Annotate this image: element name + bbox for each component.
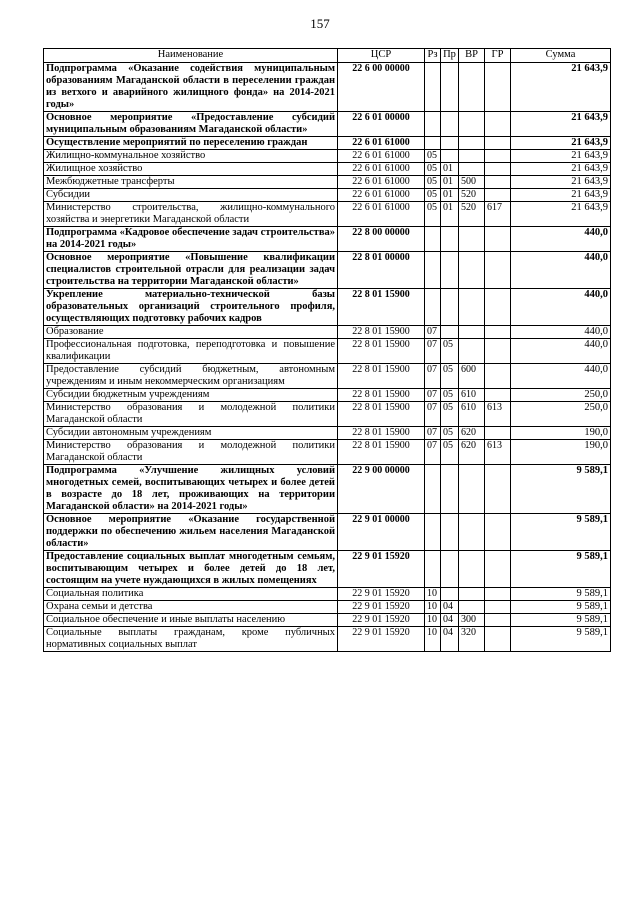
cell-csr: 22 8 01 00000	[338, 252, 425, 289]
cell-pr	[441, 227, 459, 252]
cell-rz	[425, 289, 441, 326]
cell-name: Подпрограмма «Оказание содействия муниципальным образованиям Магаданской области в переселении граждан из ветхого и аварийного жилищного фонда» на 2014-2021 годы»	[44, 63, 338, 112]
cell-gr	[485, 364, 511, 389]
table-row	[44, 627, 611, 652]
table-row	[44, 289, 611, 326]
cell-vr: 610	[459, 402, 485, 427]
cell-pr: 05	[441, 402, 459, 427]
table-row	[44, 588, 611, 601]
cell-name: Субсидии бюджетным учреждениям	[44, 389, 338, 402]
cell-csr: 22 6 01 61000	[338, 176, 425, 189]
cell-rz: 07	[425, 364, 441, 389]
table-row	[44, 163, 611, 176]
table-row	[44, 227, 611, 252]
cell-vr	[459, 465, 485, 514]
cell-rz: 05	[425, 176, 441, 189]
cell-rz: 07	[425, 440, 441, 465]
cell-vr	[459, 326, 485, 339]
cell-gr	[485, 389, 511, 402]
cell-rz: 07	[425, 389, 441, 402]
header-row	[44, 49, 611, 63]
cell-rz	[425, 514, 441, 551]
cell-pr: 05	[441, 427, 459, 440]
cell-gr	[485, 551, 511, 588]
cell-gr	[485, 163, 511, 176]
cell-csr: 22 9 01 15920	[338, 601, 425, 614]
cell-pr	[441, 551, 459, 588]
cell-gr	[485, 427, 511, 440]
cell-sum: 440,0	[511, 364, 611, 389]
cell-csr: 22 8 01 15900	[338, 402, 425, 427]
cell-pr: 01	[441, 189, 459, 202]
cell-vr	[459, 137, 485, 150]
cell-sum: 9 589,1	[511, 465, 611, 514]
cell-pr: 05	[441, 364, 459, 389]
cell-rz: 10	[425, 601, 441, 614]
cell-gr	[485, 137, 511, 150]
cell-sum: 440,0	[511, 227, 611, 252]
table-row	[44, 189, 611, 202]
cell-sum: 9 589,1	[511, 614, 611, 627]
cell-gr	[485, 514, 511, 551]
cell-sum: 21 643,9	[511, 137, 611, 150]
budget-table	[43, 48, 611, 652]
table-row	[44, 63, 611, 112]
table-row	[44, 389, 611, 402]
table-row	[44, 202, 611, 227]
cell-rz: 07	[425, 326, 441, 339]
cell-gr	[485, 601, 511, 614]
table-row	[44, 252, 611, 289]
cell-pr: 04	[441, 601, 459, 614]
header-rz: Рз	[425, 49, 441, 63]
cell-pr	[441, 465, 459, 514]
cell-sum: 190,0	[511, 440, 611, 465]
cell-name: Министерство строительства, жилищно-коммунального хозяйства и энергетики Магаданской области	[44, 202, 338, 227]
cell-vr	[459, 150, 485, 163]
table-row	[44, 339, 611, 364]
cell-csr: 22 6 01 61000	[338, 202, 425, 227]
cell-name: Предоставление социальных выплат многодетным семьям, воспитывающим четырех и более детей до 18 лет, состоящим на учете нуждающихся в жилых помещениях	[44, 551, 338, 588]
cell-rz: 07	[425, 339, 441, 364]
table-row	[44, 402, 611, 427]
cell-sum: 9 589,1	[511, 588, 611, 601]
cell-sum: 440,0	[511, 289, 611, 326]
cell-pr	[441, 514, 459, 551]
cell-name: Подпрограмма «Кадровое обеспечение задач строительства» на 2014-2021 годы»	[44, 227, 338, 252]
cell-sum: 21 643,9	[511, 112, 611, 137]
cell-name: Социальная политика	[44, 588, 338, 601]
cell-pr	[441, 289, 459, 326]
cell-sum: 250,0	[511, 389, 611, 402]
cell-csr: 22 8 01 15900	[338, 289, 425, 326]
cell-sum: 9 589,1	[511, 551, 611, 588]
cell-name: Профессиональная подготовка, переподготовка и повышение квалификации	[44, 339, 338, 364]
cell-rz: 10	[425, 614, 441, 627]
table-row	[44, 364, 611, 389]
cell-gr	[485, 339, 511, 364]
cell-csr: 22 8 01 15900	[338, 389, 425, 402]
cell-sum: 21 643,9	[511, 176, 611, 189]
cell-sum: 21 643,9	[511, 63, 611, 112]
cell-vr	[459, 588, 485, 601]
cell-csr: 22 9 00 00000	[338, 465, 425, 514]
cell-pr	[441, 63, 459, 112]
cell-pr	[441, 588, 459, 601]
cell-vr: 620	[459, 427, 485, 440]
cell-pr	[441, 252, 459, 289]
cell-vr	[459, 163, 485, 176]
table-body	[44, 63, 611, 652]
cell-csr: 22 6 01 61000	[338, 163, 425, 176]
header-pr: Пр	[441, 49, 459, 63]
cell-gr	[485, 150, 511, 163]
cell-vr: 500	[459, 176, 485, 189]
cell-vr: 520	[459, 189, 485, 202]
cell-gr	[485, 588, 511, 601]
table-row	[44, 601, 611, 614]
cell-name: Основное мероприятие «Оказание государственной поддержки по обеспечению жильем населения Магаданской области»	[44, 514, 338, 551]
cell-gr: 613	[485, 402, 511, 427]
cell-pr: 04	[441, 627, 459, 652]
cell-gr	[485, 176, 511, 189]
cell-gr	[485, 326, 511, 339]
cell-name: Образование	[44, 326, 338, 339]
cell-vr	[459, 514, 485, 551]
cell-rz: 10	[425, 627, 441, 652]
cell-vr: 600	[459, 364, 485, 389]
table-row	[44, 112, 611, 137]
cell-name: Основное мероприятие «Повышение квалификации специалистов строительной отрасли для реализации задач строительства на территории Магаданской области»	[44, 252, 338, 289]
cell-name: Укрепление материально-технической базы образовательных организаций строительного профиля, осуществляющих подготовку рабочих кадров	[44, 289, 338, 326]
cell-gr	[485, 614, 511, 627]
cell-gr	[485, 627, 511, 652]
cell-name: Социальные выплаты гражданам, кроме публичных нормативных социальных выплат	[44, 627, 338, 652]
cell-csr: 22 8 00 00000	[338, 227, 425, 252]
cell-gr: 617	[485, 202, 511, 227]
cell-name: Министерство образования и молодежной политики Магаданской области	[44, 402, 338, 427]
cell-name: Министерство образования и молодежной политики Магаданской области	[44, 440, 338, 465]
cell-pr: 01	[441, 163, 459, 176]
table-row	[44, 137, 611, 150]
header-vr: ВР	[459, 49, 485, 63]
cell-vr	[459, 112, 485, 137]
cell-vr: 620	[459, 440, 485, 465]
table-row	[44, 551, 611, 588]
cell-rz: 05	[425, 189, 441, 202]
table-row	[44, 176, 611, 189]
cell-pr: 01	[441, 202, 459, 227]
cell-vr: 320	[459, 627, 485, 652]
table-row	[44, 514, 611, 551]
cell-rz: 05	[425, 150, 441, 163]
cell-sum: 21 643,9	[511, 163, 611, 176]
table-row	[44, 440, 611, 465]
cell-rz	[425, 252, 441, 289]
cell-pr	[441, 326, 459, 339]
cell-rz	[425, 551, 441, 588]
cell-vr: 520	[459, 202, 485, 227]
cell-vr	[459, 339, 485, 364]
cell-gr	[485, 189, 511, 202]
cell-vr	[459, 252, 485, 289]
cell-gr	[485, 227, 511, 252]
cell-name: Подпрограмма «Улучшение жилищных условий многодетных семей, воспитывающих четырех и более детей в возрасте до 18 лет, проживающих на территории Магаданской области» на 2014-2021 годы»	[44, 465, 338, 514]
cell-csr: 22 9 01 15920	[338, 627, 425, 652]
header-csr: ЦСР	[338, 49, 425, 63]
cell-pr	[441, 150, 459, 163]
table-row	[44, 465, 611, 514]
cell-rz	[425, 137, 441, 150]
cell-csr: 22 9 01 00000	[338, 514, 425, 551]
header-name: Наименование	[44, 49, 338, 63]
header-sum: Сумма	[511, 49, 611, 63]
cell-vr	[459, 601, 485, 614]
header-gr: ГР	[485, 49, 511, 63]
cell-gr	[485, 112, 511, 137]
cell-rz: 05	[425, 163, 441, 176]
cell-sum: 21 643,9	[511, 202, 611, 227]
cell-rz	[425, 112, 441, 137]
cell-csr: 22 9 01 15920	[338, 614, 425, 627]
table-row	[44, 150, 611, 163]
cell-csr: 22 9 01 15920	[338, 551, 425, 588]
cell-sum: 21 643,9	[511, 189, 611, 202]
cell-rz: 07	[425, 427, 441, 440]
cell-sum: 250,0	[511, 402, 611, 427]
cell-rz: 10	[425, 588, 441, 601]
cell-name: Основное мероприятие «Предоставление субсидий муниципальным образованиям Магаданской области»	[44, 112, 338, 137]
cell-csr: 22 6 01 61000	[338, 189, 425, 202]
cell-pr: 04	[441, 614, 459, 627]
cell-csr: 22 6 01 00000	[338, 112, 425, 137]
cell-sum: 190,0	[511, 427, 611, 440]
cell-vr	[459, 289, 485, 326]
cell-csr: 22 9 01 15920	[338, 588, 425, 601]
cell-rz: 07	[425, 402, 441, 427]
cell-csr: 22 6 01 61000	[338, 137, 425, 150]
cell-name: Охрана семьи и детства	[44, 601, 338, 614]
cell-sum: 9 589,1	[511, 627, 611, 652]
cell-pr: 05	[441, 389, 459, 402]
cell-csr: 22 6 01 61000	[338, 150, 425, 163]
cell-gr	[485, 465, 511, 514]
cell-vr: 300	[459, 614, 485, 627]
cell-pr: 05	[441, 440, 459, 465]
cell-rz: 05	[425, 202, 441, 227]
cell-name: Осуществление мероприятий по переселению граждан	[44, 137, 338, 150]
cell-csr: 22 8 01 15900	[338, 326, 425, 339]
cell-gr: 613	[485, 440, 511, 465]
cell-name: Предоставление субсидий бюджетным, автономным учреждениям и иным некоммерческим организациям	[44, 364, 338, 389]
page-number: 157	[310, 16, 330, 31]
cell-sum: 9 589,1	[511, 601, 611, 614]
cell-sum: 440,0	[511, 339, 611, 364]
cell-vr	[459, 551, 485, 588]
cell-name: Субсидии	[44, 189, 338, 202]
cell-sum: 21 643,9	[511, 150, 611, 163]
cell-vr	[459, 63, 485, 112]
table-row	[44, 614, 611, 627]
cell-rz	[425, 63, 441, 112]
cell-name: Жилищно-коммунальное хозяйство	[44, 150, 338, 163]
cell-gr	[485, 289, 511, 326]
cell-rz	[425, 227, 441, 252]
table-row	[44, 326, 611, 339]
cell-gr	[485, 252, 511, 289]
cell-sum: 440,0	[511, 326, 611, 339]
cell-sum: 9 589,1	[511, 514, 611, 551]
cell-pr: 01	[441, 176, 459, 189]
cell-sum: 440,0	[511, 252, 611, 289]
cell-pr	[441, 137, 459, 150]
cell-name: Социальное обеспечение и иные выплаты населению	[44, 614, 338, 627]
cell-rz	[425, 465, 441, 514]
cell-name: Субсидии автономным учреждениям	[44, 427, 338, 440]
cell-pr: 05	[441, 339, 459, 364]
cell-gr	[485, 63, 511, 112]
cell-csr: 22 8 01 15900	[338, 427, 425, 440]
cell-vr: 610	[459, 389, 485, 402]
cell-csr: 22 8 01 15900	[338, 364, 425, 389]
cell-csr: 22 6 00 00000	[338, 63, 425, 112]
cell-name: Жилищное хозяйство	[44, 163, 338, 176]
cell-csr: 22 8 01 15900	[338, 339, 425, 364]
cell-name: Межбюджетные трансферты	[44, 176, 338, 189]
table-row	[44, 427, 611, 440]
cell-vr	[459, 227, 485, 252]
cell-csr: 22 8 01 15900	[338, 440, 425, 465]
cell-pr	[441, 112, 459, 137]
